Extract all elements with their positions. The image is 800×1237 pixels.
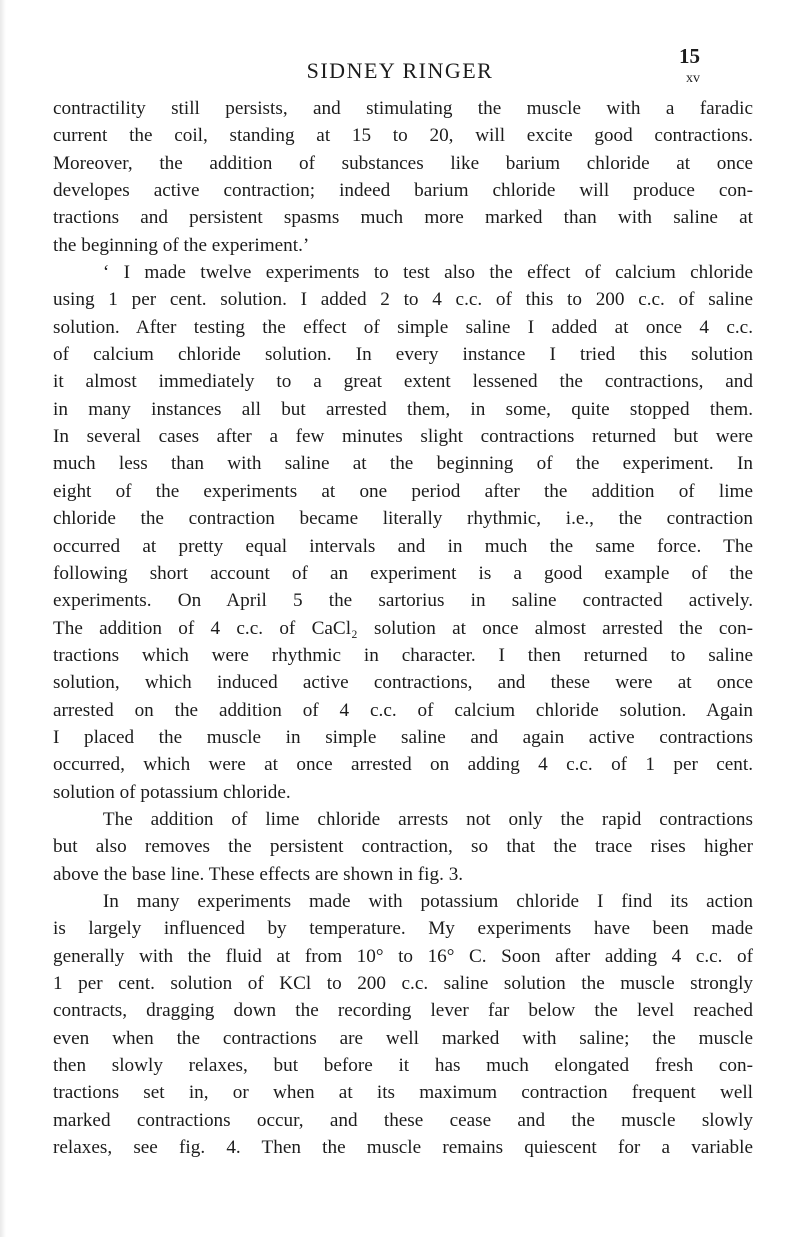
text-line: in many instances all but arrested them, in some, quite stopped them. — [53, 398, 753, 420]
text-line: using 1 per cent. solution. I added 2 to 4 c.c. of this to 200 c.c. of saline — [53, 289, 753, 311]
text-line: In many experiments made with potassium chloride I find its action — [102, 890, 753, 912]
text-line: solution. After testing the effect of simple saline I added at once 4 c.c. — [53, 316, 753, 338]
text-line: following short account of an experiment is a good example of the — [53, 562, 753, 584]
text-line: then slowly relaxes, but before it has much elongated fresh con- — [53, 1055, 753, 1077]
text-line: contractility still persists, and stimulating the muscle with a faradic — [53, 98, 753, 119]
text-line: occurred at pretty equal intervals and in much the same force. The — [53, 535, 753, 557]
text-line: tractions which were rhythmic in character. I then returned to saline — [53, 644, 753, 666]
text-line: but also removes the persistent contraction, so that the trace rises higher — [53, 836, 753, 858]
text-line: experiments. On April 5 the sartorius in saline contracted actively. — [53, 590, 753, 612]
text-line: is largely influenced by temperature. My experiments have been made — [53, 918, 753, 940]
text-line: even when the contractions are well marked with saline; the muscle — [53, 1027, 753, 1049]
text-line: eight of the experiments at one period after the addition of lime — [53, 480, 753, 502]
running-head: SIDNEY RINGER — [306, 58, 494, 83]
text-line: arrested on the addition of 4 c.c. of calcium chloride solution. Again — [53, 699, 753, 721]
text-line: marked contractions occur, and these cease and the muscle slowly — [53, 1109, 753, 1131]
text-line: Moreover, the addition of substances like barium chloride at once — [53, 152, 753, 174]
text-line: above the base line. These effects are shown in fig. 3. — [53, 863, 464, 885]
text-line: ‘ I made twelve experiments to test also the effect of calcium chloride — [102, 262, 753, 284]
text-line: The addition of lime chloride arrests not only the rapid contractions — [102, 808, 753, 830]
text-line: solution, which induced active contractions, and these were at once — [53, 672, 753, 694]
page-number: 15 — [679, 44, 700, 68]
text-line: the beginning of the experiment.’ — [53, 234, 310, 256]
text-line: developes active contraction; indeed barium chloride will produce con- — [53, 180, 753, 202]
text-line: generally with the fluid at from 10° to 16° C. Soon after adding 4 c.c. of — [53, 945, 753, 967]
page-roman-numeral: xv — [686, 71, 700, 86]
text-line: tractions and persistent spasms much more marked than with saline at — [53, 207, 753, 229]
text-line: much less than with saline at the beginning of the experiment. In — [53, 453, 753, 475]
text-line: current the coil, standing at 15 to 20, will excite good contractions. — [53, 125, 753, 147]
text-line: of calcium chloride solution. In every instance I tried this solution — [53, 344, 753, 366]
text-line: contracts, dragging down the recording lever far below the level reached — [53, 1000, 753, 1022]
text-line: I placed the muscle in simple saline and again active contractions — [53, 726, 753, 748]
text-line: 1 per cent. solution of KCl to 200 c.c. saline solution the muscle strongly — [53, 973, 753, 994]
text-line: chloride the contraction became literally rhythmic, i.e., the contraction — [53, 508, 753, 530]
text-line: In several cases after a few minutes slight contractions returned but were — [53, 426, 753, 448]
body-text — [53, 95, 753, 1161]
text-line: relaxes, see fig. 4. Then the muscle remains quiescent for a variable — [53, 1137, 753, 1159]
text-line: it almost immediately to a great extent lessened the contractions, and — [53, 371, 753, 393]
page-gutter-shadow — [0, 0, 6, 1237]
text-line: tractions set in, or when at its maximum contraction frequent well — [53, 1082, 753, 1104]
text-line: occurred, which were at once arrested on adding 4 c.c. of 1 per cent. — [53, 754, 753, 776]
text-line: solution of potassium chloride. — [53, 781, 291, 803]
text-line: The addition of 4 c.c. of CaCl₂ solution at once almost arrested the con- — [53, 617, 753, 639]
